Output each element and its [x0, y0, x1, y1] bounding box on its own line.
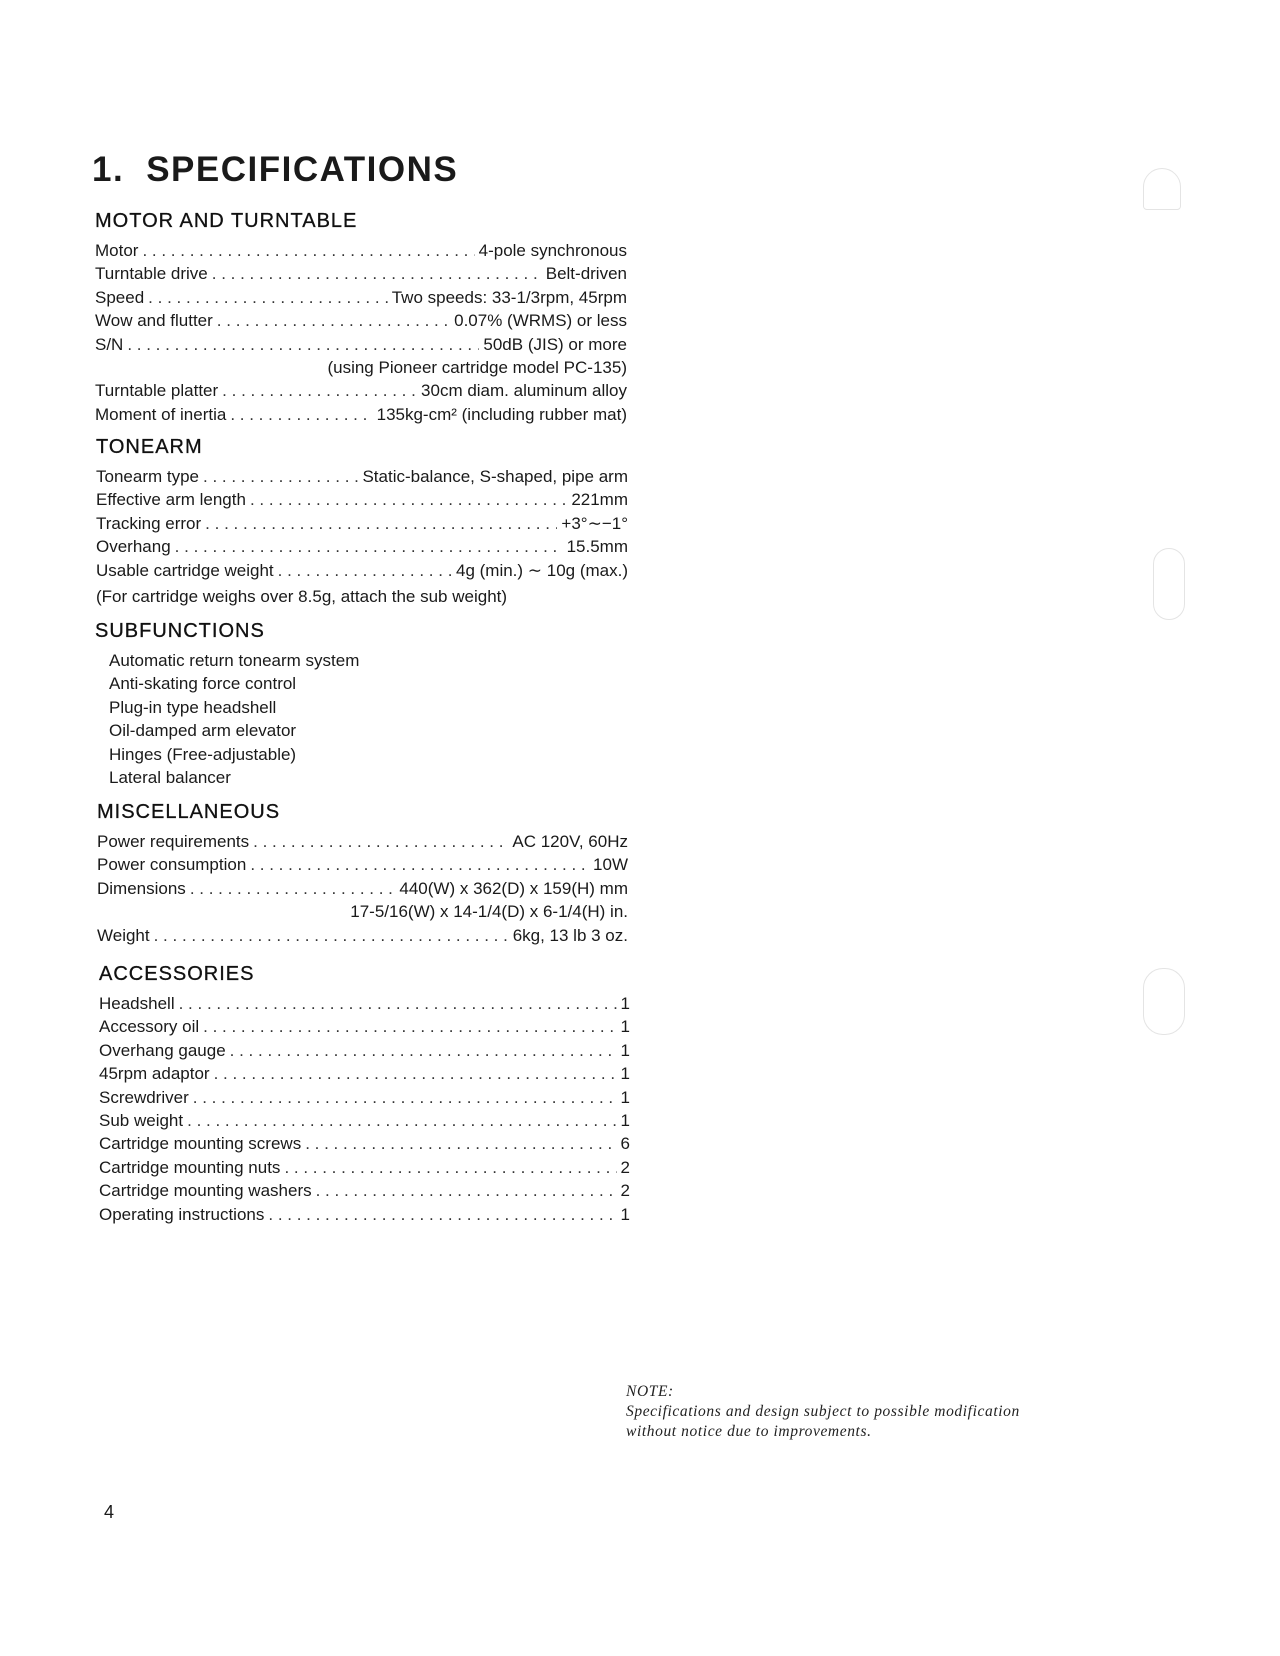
subfunction-list: [95, 649, 627, 789]
spec-label: Turntable drive: [95, 264, 208, 284]
spec-row: [97, 830, 628, 853]
spec-label: Cartridge mounting washers: [99, 1181, 312, 1201]
spec-value: +3°∼−1°: [561, 513, 628, 533]
spec-value: 50dB (JIS) or more: [483, 334, 627, 354]
dot-leader: [187, 1109, 616, 1132]
section-miscellaneous: [97, 801, 628, 947]
subfunction-item: Lateral balancer: [109, 768, 231, 788]
spec-row: [95, 239, 627, 262]
dot-leader: [190, 877, 396, 900]
spec-value: 4g (min.) ∼ 10g (max.): [455, 560, 628, 580]
dot-leader: [179, 992, 617, 1015]
spec-label: 45rpm adaptor: [99, 1064, 210, 1084]
spec-row: [96, 465, 628, 488]
spec-value: 15.5mm: [566, 537, 628, 557]
spec-list: [95, 379, 627, 426]
subfunction-item: Automatic return tonearm system: [109, 651, 360, 670]
spec-label: Dimensions: [97, 878, 186, 898]
spec-value: 0.07% (WRMS) or less: [454, 311, 627, 331]
section-heading: ACCESSORIES: [99, 963, 255, 985]
dot-leader: [222, 379, 417, 402]
spec-row: [96, 535, 628, 558]
spec-row: [95, 403, 627, 426]
spec-label: Tonearm type: [96, 467, 199, 486]
dot-leader: [268, 1203, 616, 1226]
spec-value: AC 120V, 60Hz: [512, 832, 628, 851]
spec-row: [95, 333, 627, 356]
dimensions-inches: 17-5/16(W) x 14-1/4(D) x 6-1/4(H) in.: [350, 902, 628, 922]
spec-value: 221mm: [571, 490, 628, 510]
spec-row: [99, 1132, 630, 1155]
punch-hole-mark: [1143, 168, 1181, 210]
spec-value: 10W: [593, 855, 628, 875]
spec-label: Power consumption: [97, 855, 247, 875]
spec-row: [95, 309, 627, 332]
section-heading: TONEARM: [96, 436, 203, 458]
spec-value: 1: [620, 1111, 630, 1131]
sn-note: (using Pioneer cartridge model PC-135): [327, 358, 627, 378]
spec-value: 1: [620, 1040, 630, 1060]
note-line: Specifications and design subject to possible modification: [626, 1403, 1020, 1420]
spec-label: Overhang gauge: [99, 1040, 226, 1060]
spec-row: [95, 379, 627, 402]
dot-leader: [278, 559, 452, 582]
subfunction-item: Oil-damped arm elevator: [109, 721, 297, 741]
dot-leader: [154, 924, 509, 947]
spec-value: 2: [620, 1157, 630, 1177]
dot-leader: [217, 309, 450, 332]
spec-label: S/N: [95, 334, 124, 354]
section-heading: SUBFUNCTIONS: [95, 620, 265, 642]
dot-leader: [203, 1015, 616, 1038]
spec-value: 30cm diam. aluminum alloy: [421, 381, 627, 401]
spec-value: Static-balance, S-shaped, pipe arm: [362, 467, 628, 486]
dot-leader: [203, 465, 358, 488]
dot-leader: [193, 1086, 617, 1109]
spec-label: Cartridge mounting nuts: [99, 1157, 281, 1177]
spec-value: Belt-driven: [545, 264, 627, 284]
section-subfunctions: [95, 620, 627, 789]
section-accessories: [99, 963, 630, 1226]
spec-value: Two speeds: 33-1/3rpm, 45rpm: [391, 287, 627, 307]
dot-leader: [316, 1179, 617, 1202]
spec-label: Overhang: [96, 537, 171, 557]
spec-row: [96, 559, 628, 582]
punch-hole-mark: [1143, 968, 1185, 1035]
note-heading: NOTE:: [626, 1383, 674, 1400]
dot-leader: [250, 488, 567, 511]
spec-list: [99, 992, 630, 1226]
spec-value: 4-pole synchronous: [478, 241, 627, 260]
spec-row: [95, 286, 627, 309]
spec-label: Tracking error: [96, 513, 202, 533]
dot-leader: [284, 1156, 616, 1179]
dot-leader: [230, 403, 372, 426]
spec-label: Turntable platter: [95, 381, 219, 401]
page-number: 4: [104, 1502, 115, 1522]
spec-value: 1: [620, 1087, 630, 1107]
spec-value: 1: [620, 994, 630, 1013]
spec-label: Operating instructions: [99, 1204, 265, 1224]
spec-label: Speed: [95, 287, 145, 307]
spec-label: Screwdriver: [99, 1087, 189, 1107]
subfunction-item: Anti-skating force control: [109, 674, 297, 694]
subfunction-item: Hinges (Free-adjustable): [109, 744, 297, 764]
spec-row: [99, 1179, 630, 1202]
spec-value: 2: [620, 1181, 630, 1201]
subfunction-item: Plug-in type headshell: [109, 697, 277, 717]
dot-leader: [250, 853, 589, 876]
spec-label: Effective arm length: [96, 490, 246, 510]
dot-leader: [148, 286, 388, 309]
spec-label: Sub weight: [99, 1111, 184, 1131]
dot-leader: [230, 1039, 617, 1062]
spec-label: Weight: [97, 925, 150, 945]
dot-leader: [175, 535, 563, 558]
spec-label: Accessory oil: [99, 1017, 200, 1037]
spec-label: Headshell: [99, 994, 175, 1013]
spec-value: 1: [620, 1064, 630, 1084]
spec-row: [99, 1109, 630, 1132]
spec-value: 1: [620, 1204, 630, 1224]
spec-label: Usable cartridge weight: [96, 560, 274, 580]
note-line: without notice due to improvements.: [626, 1423, 872, 1440]
dot-leader: [205, 512, 557, 535]
spec-list: [95, 239, 627, 356]
spec-label: Moment of inertia: [95, 404, 227, 424]
spec-row: [97, 877, 628, 900]
spec-value: 6: [620, 1134, 630, 1154]
section-heading: MOTOR AND TURNTABLE: [95, 210, 358, 232]
dot-leader: [212, 262, 542, 285]
dot-leader: [214, 1062, 617, 1085]
spec-row: [99, 1203, 630, 1226]
spec-value: 6kg, 13 lb 3 oz.: [512, 925, 628, 945]
spec-label: Power requirements: [97, 832, 250, 851]
tonearm-note: (For cartridge weighs over 8.5g, attach the sub weight): [96, 587, 508, 607]
spec-row: [99, 1062, 630, 1085]
section-motor-turntable: [95, 210, 627, 426]
spec-value: 440(W) x 362(D) x 159(H) mm: [399, 878, 628, 898]
spec-value: 135kg-cm² (including rubber mat): [376, 404, 627, 424]
spec-row: [99, 992, 630, 1015]
spec-row: [96, 512, 628, 535]
punch-hole-mark: [1153, 548, 1185, 620]
spec-row: [97, 924, 628, 947]
section-tonearm: [96, 436, 628, 608]
spec-row: [95, 262, 627, 285]
dot-leader: [305, 1132, 616, 1155]
spec-list: [97, 924, 628, 947]
page-title: 1. SPECIFICATIONS: [92, 150, 459, 189]
spec-label: Wow and flutter: [95, 311, 213, 331]
spec-value: 1: [620, 1017, 630, 1037]
spec-row: [99, 1015, 630, 1038]
spec-label: Motor: [95, 241, 139, 260]
spec-list: [96, 465, 628, 582]
dot-leader: [142, 239, 474, 262]
spec-row: [99, 1039, 630, 1062]
spec-row: [96, 488, 628, 511]
note-block: [626, 1382, 1020, 1442]
dot-leader: [253, 830, 508, 853]
spec-list: [97, 830, 628, 900]
spec-label: Cartridge mounting screws: [99, 1134, 302, 1154]
spec-row: [99, 1156, 630, 1179]
spec-row: [99, 1086, 630, 1109]
spec-row: [97, 853, 628, 876]
section-heading: MISCELLANEOUS: [97, 801, 281, 823]
dot-leader: [127, 333, 479, 356]
